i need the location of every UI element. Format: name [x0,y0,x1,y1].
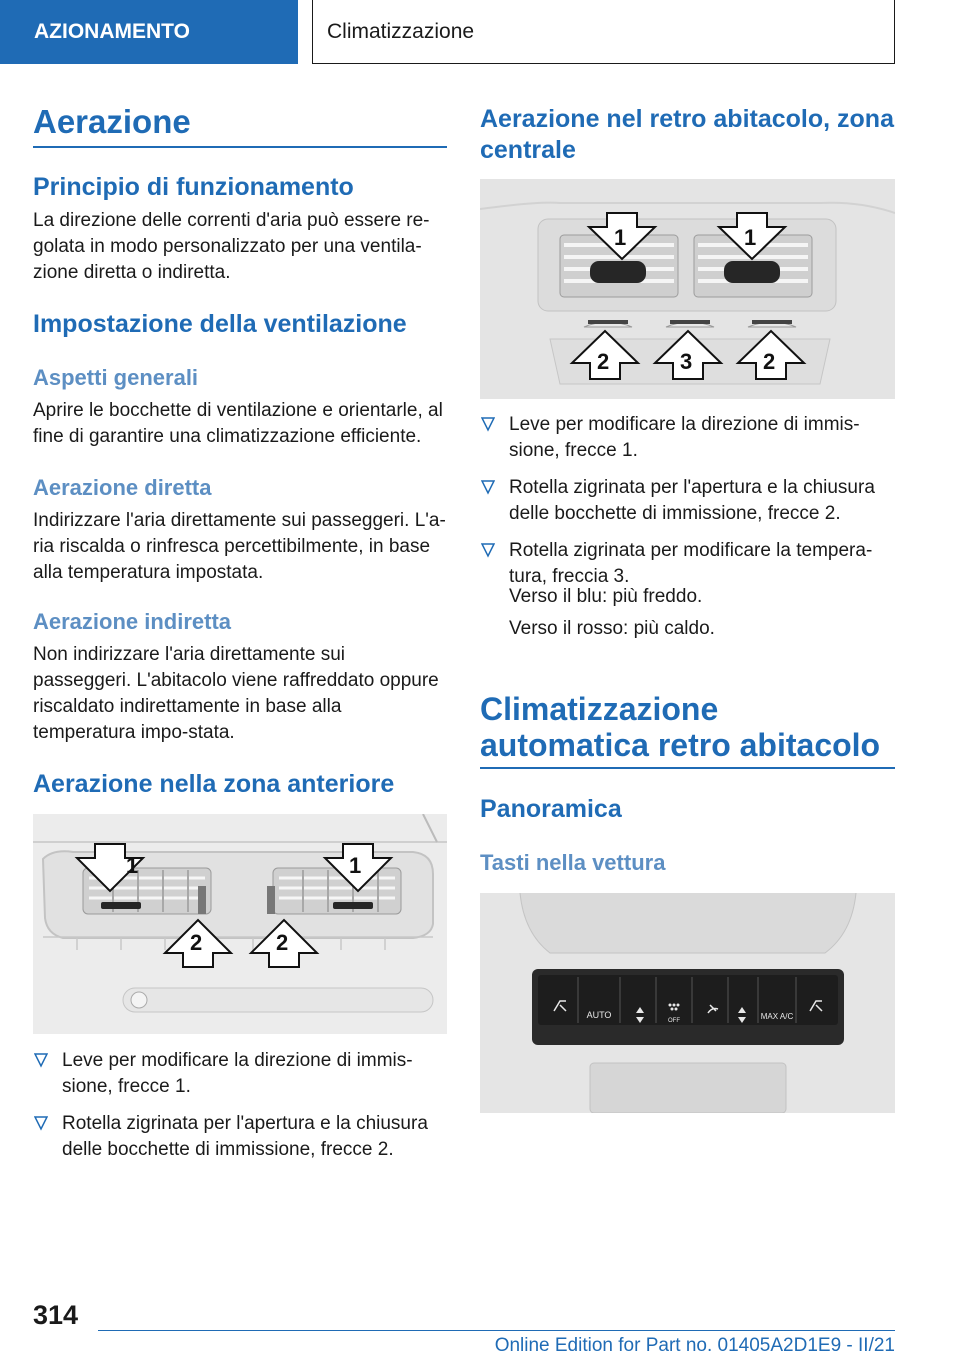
chapter-box [312,0,895,64]
page-title: Aerazione [33,103,191,140]
indirect-heading: Aerazione indiretta [33,609,232,634]
list-item [33,1111,447,1163]
triangle-bullet-icon [34,1115,48,1131]
rear-bullet-list [480,412,895,601]
rear-label-2a: 2 [597,349,610,374]
triangle-bullet-icon [481,416,495,432]
list-item-text: Rotella zigrinata per l'apertura e la chiusura delle bocchette di immissione, frecce 2. [62,1113,428,1160]
rear-label-2b: 2 [763,349,776,374]
list-item-text: Rotella zigrinata per modificare la tempera-tura, freccia 3. [509,540,873,587]
front-label-2b: 2 [276,930,289,955]
rear-climate-panel-figure [480,893,895,1113]
auto-title-rule [480,767,895,769]
list-item [480,412,895,464]
list-item-text: Leve per modificare la direzione di immis-sione, frecce 1. [509,414,860,461]
panel-off-label: OFF [668,1018,680,1024]
front-bullet-list [33,1048,447,1174]
principle-text: La direzione delle correnti d'aria può essere re-golata in modo personalizzato per una ventila-zione diretta o indiretta. [33,210,430,283]
buttons-heading: Tasti nella vettura [480,850,666,875]
list-item [33,1048,447,1100]
front-vents-figure [33,814,447,1034]
edition-footer: Online Edition for Part no. 01405A2D1E9 - II/21 [494,1335,895,1356]
overview-heading: Panoramica [480,795,622,823]
blue-note: Verso il blu: più freddo. [509,586,703,607]
front-label-2a: 2 [190,930,203,955]
red-note: Verso il rosso: più caldo. [509,618,715,639]
general-text: Aprire le bocchette di ventilazione e orientarle, al fine di garantire una climatizzazione efficiente. [33,400,443,447]
rear-vents-figure [480,179,895,399]
indirect-text: Non indirizzare l'aria direttamente sui passeggeri. L'abitacolo viene raffreddato oppure riscaldato indirettamente in base alla temperatura impo-stata. [33,644,439,743]
rear-label-3: 3 [680,349,693,374]
section-tab [0,0,298,64]
rear-label-1a: 1 [614,225,627,250]
title-rule [33,146,447,148]
list-item [480,475,895,527]
direct-heading: Aerazione diretta [33,475,212,500]
front-label-1a: 1 [126,853,139,878]
list-item [480,538,895,590]
panel-maxac-label: MAX A/C [760,1012,794,1021]
panel-auto-label: AUTO [586,1010,612,1020]
section-label: AZIONAMENTO [34,20,190,43]
front-heading: Aerazione nella zona anteriore [33,770,395,798]
direct-text: Indirizzare l'aria direttamente sui passeggeri. L'a-ria riscalda o rinfresca percettibilmente, in base alla temperatura impostata. [33,510,446,583]
page-number: 314 [33,1300,79,1330]
triangle-bullet-icon [481,542,495,558]
list-item-text: Leve per modificare la direzione di immis-sione, frecce 1. [62,1050,413,1097]
principle-heading: Principio di funzionamento [33,173,354,201]
auto-climate-title: Climatizzazione automatica retro abitacolo [480,691,881,763]
footer-rule [98,1330,895,1331]
triangle-bullet-icon [481,479,495,495]
setting-heading: Impostazione della ventilazione [33,310,407,338]
list-item-text: Rotella zigrinata per l'apertura e la chiusura delle bocchette di immissione, frecce 2. [509,477,875,524]
general-heading: Aspetti generali [33,365,199,390]
front-label-1b: 1 [349,853,362,878]
rear-heading: Aerazione nel retro abitacolo, zona centrale [480,105,894,164]
chapter-label: Climatizzazione [327,19,475,43]
triangle-bullet-icon [34,1052,48,1068]
rear-label-1b: 1 [744,225,757,250]
